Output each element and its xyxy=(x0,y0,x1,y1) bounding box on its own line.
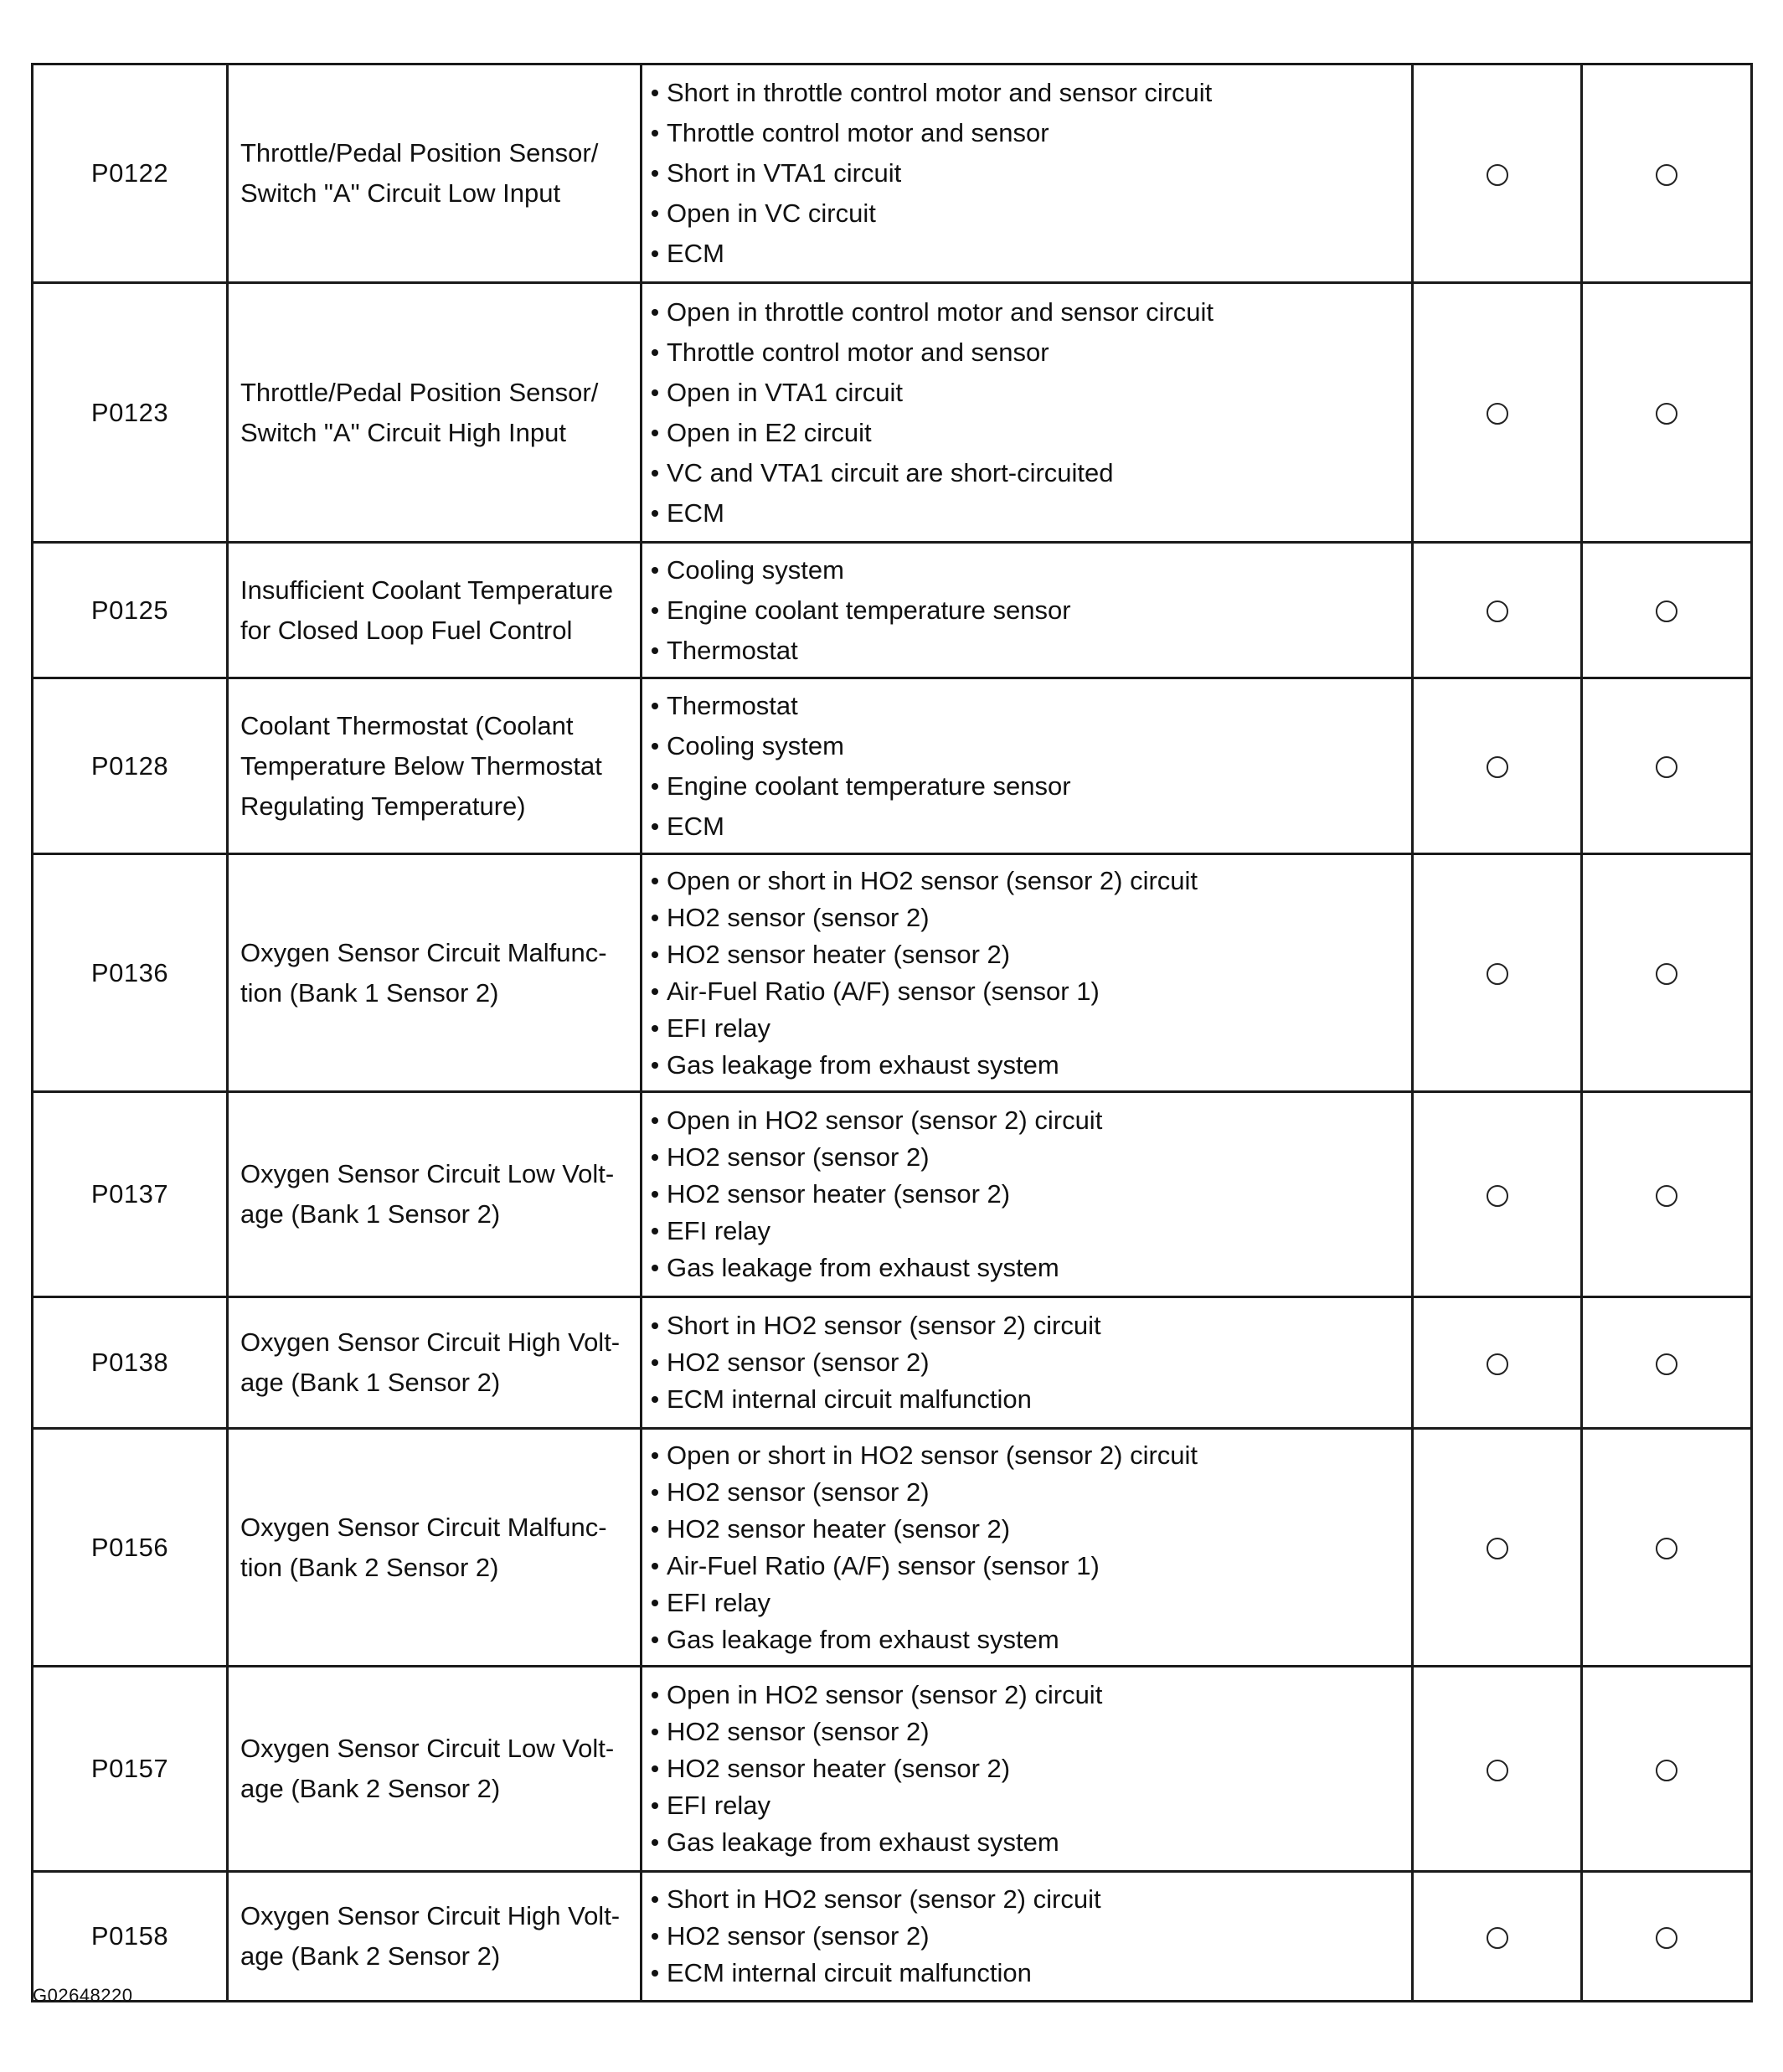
trouble-area-cell xyxy=(642,854,1413,1092)
circle-mark-icon xyxy=(1656,1185,1677,1207)
memory-mark-cell xyxy=(1582,678,1752,854)
circle-mark-icon xyxy=(1656,963,1677,985)
dtc-description-cell: Coolant Thermostat (Coolant Temperature Below Thermostat Regulating Temperature) xyxy=(228,678,642,854)
trouble-area-list xyxy=(650,292,1406,533)
trouble-area-item: VC and VTA1 circuit are short-circuited xyxy=(650,453,1406,493)
trouble-area-item: Air-Fuel Ratio (A/F) sensor (sensor 1) xyxy=(650,1548,1406,1585)
circle-mark-icon xyxy=(1656,1760,1677,1781)
table-row xyxy=(33,1297,1752,1429)
trouble-area-item: Open in E2 circuit xyxy=(650,413,1406,453)
dtc-code-cell: P0136 xyxy=(33,854,228,1092)
trouble-area-item: Thermostat xyxy=(650,686,1406,726)
dtc-description-cell: Throttle/Pedal Position Sensor/ Switch "A" Circuit Low Input xyxy=(228,64,642,283)
dtc-description-cell: Oxygen Sensor Circuit Malfunc- tion (Bank 2 Sensor 2) xyxy=(228,1429,642,1667)
trouble-area-item: Short in HO2 sensor (sensor 2) circuit xyxy=(650,1307,1406,1344)
trouble-area-cell xyxy=(642,1092,1413,1297)
trouble-area-cell xyxy=(642,64,1413,283)
dtc-description-cell: Insufficient Coolant Temperature for Closed Loop Fuel Control xyxy=(228,543,642,678)
trouble-area-item: HO2 sensor heater (sensor 2) xyxy=(650,1176,1406,1213)
trouble-area-item: Open in HO2 sensor (sensor 2) circuit xyxy=(650,1677,1406,1714)
trouble-area-item: EFI relay xyxy=(650,1585,1406,1621)
trouble-area-list xyxy=(650,1307,1406,1418)
trouble-area-item: Air-Fuel Ratio (A/F) sensor (sensor 1) xyxy=(650,973,1406,1010)
trouble-area-item: HO2 sensor (sensor 2) xyxy=(650,1714,1406,1750)
trouble-area-item: Cooling system xyxy=(650,726,1406,766)
trouble-area-item: Engine coolant temperature sensor xyxy=(650,590,1406,631)
table-row xyxy=(33,1429,1752,1667)
dtc-description-cell: Oxygen Sensor Circuit Low Volt- age (Bank 2 Sensor 2) xyxy=(228,1667,642,1872)
memory-mark-cell xyxy=(1582,854,1752,1092)
circle-mark-icon xyxy=(1487,1538,1508,1559)
trouble-area-item: ECM internal circuit malfunction xyxy=(650,1381,1406,1418)
dtc-code-cell: P0122 xyxy=(33,64,228,283)
mil-mark-cell xyxy=(1413,854,1582,1092)
dtc-table xyxy=(31,63,1753,2002)
trouble-area-item: ECM xyxy=(650,234,1406,274)
memory-mark-cell xyxy=(1582,1872,1752,2002)
circle-mark-icon xyxy=(1487,1927,1508,1949)
trouble-area-item: Open in HO2 sensor (sensor 2) circuit xyxy=(650,1102,1406,1139)
trouble-area-item: EFI relay xyxy=(650,1213,1406,1250)
table-row xyxy=(33,64,1752,283)
trouble-area-item: HO2 sensor (sensor 2) xyxy=(650,899,1406,936)
circle-mark-icon xyxy=(1487,403,1508,425)
dtc-code-cell: P0157 xyxy=(33,1667,228,1872)
dtc-code-cell: P0138 xyxy=(33,1297,228,1429)
trouble-area-item: ECM xyxy=(650,807,1406,847)
table-row xyxy=(33,543,1752,678)
circle-mark-icon xyxy=(1656,756,1677,778)
circle-mark-icon xyxy=(1487,164,1508,186)
trouble-area-item: HO2 sensor (sensor 2) xyxy=(650,1474,1406,1511)
trouble-area-item: HO2 sensor heater (sensor 2) xyxy=(650,1750,1406,1787)
dtc-code-cell: P0123 xyxy=(33,283,228,543)
trouble-area-list xyxy=(650,1881,1406,1992)
memory-mark-cell xyxy=(1582,64,1752,283)
trouble-area-item: HO2 sensor (sensor 2) xyxy=(650,1918,1406,1955)
trouble-area-item: Gas leakage from exhaust system xyxy=(650,1047,1406,1084)
circle-mark-icon xyxy=(1487,1760,1508,1781)
trouble-area-item: Cooling system xyxy=(650,550,1406,590)
memory-mark-cell xyxy=(1582,283,1752,543)
memory-mark-cell xyxy=(1582,543,1752,678)
trouble-area-item: Open or short in HO2 sensor (sensor 2) circuit xyxy=(650,863,1406,899)
trouble-area-cell xyxy=(642,283,1413,543)
dtc-description-cell: Oxygen Sensor Circuit High Volt- age (Bank 1 Sensor 2) xyxy=(228,1297,642,1429)
circle-mark-icon xyxy=(1656,1353,1677,1375)
trouble-area-item: ECM internal circuit malfunction xyxy=(650,1955,1406,1992)
dtc-code-cell: P0125 xyxy=(33,543,228,678)
dtc-table-body xyxy=(33,64,1752,2002)
trouble-area-item: Gas leakage from exhaust system xyxy=(650,1824,1406,1861)
dtc-code-cell: P0128 xyxy=(33,678,228,854)
trouble-area-item: ECM xyxy=(650,493,1406,533)
circle-mark-icon xyxy=(1487,963,1508,985)
trouble-area-item: EFI relay xyxy=(650,1787,1406,1824)
trouble-area-cell xyxy=(642,1872,1413,2002)
trouble-area-cell xyxy=(642,678,1413,854)
circle-mark-icon xyxy=(1656,164,1677,186)
trouble-area-item: Open in VC circuit xyxy=(650,193,1406,234)
mil-mark-cell xyxy=(1413,543,1582,678)
trouble-area-item: Engine coolant temperature sensor xyxy=(650,766,1406,807)
trouble-area-item: Throttle control motor and sensor xyxy=(650,332,1406,373)
trouble-area-list xyxy=(650,1677,1406,1861)
mil-mark-cell xyxy=(1413,283,1582,543)
trouble-area-item: Throttle control motor and sensor xyxy=(650,113,1406,153)
mil-mark-cell xyxy=(1413,1667,1582,1872)
dtc-description-cell: Oxygen Sensor Circuit Malfunc- tion (Bank 1 Sensor 2) xyxy=(228,854,642,1092)
trouble-area-item: Short in throttle control motor and sensor circuit xyxy=(650,73,1406,113)
trouble-area-list xyxy=(650,863,1406,1084)
table-row xyxy=(33,854,1752,1092)
circle-mark-icon xyxy=(1656,403,1677,425)
table-row xyxy=(33,1092,1752,1297)
circle-mark-icon xyxy=(1656,1538,1677,1559)
trouble-area-list xyxy=(650,1102,1406,1286)
table-row xyxy=(33,1667,1752,1872)
trouble-area-list xyxy=(650,1437,1406,1658)
circle-mark-icon xyxy=(1487,600,1508,622)
dtc-code-cell: P0137 xyxy=(33,1092,228,1297)
memory-mark-cell xyxy=(1582,1297,1752,1429)
trouble-area-cell xyxy=(642,1667,1413,1872)
circle-mark-icon xyxy=(1656,1927,1677,1949)
mil-mark-cell xyxy=(1413,64,1582,283)
mil-mark-cell xyxy=(1413,1872,1582,2002)
memory-mark-cell xyxy=(1582,1667,1752,1872)
dtc-description-cell: Oxygen Sensor Circuit Low Volt- age (Bank 1 Sensor 2) xyxy=(228,1092,642,1297)
trouble-area-item: Thermostat xyxy=(650,631,1406,671)
trouble-area-list xyxy=(650,550,1406,671)
trouble-area-item: Gas leakage from exhaust system xyxy=(650,1250,1406,1286)
dtc-description-cell: Throttle/Pedal Position Sensor/ Switch "A" Circuit High Input xyxy=(228,283,642,543)
trouble-area-item: Gas leakage from exhaust system xyxy=(650,1621,1406,1658)
circle-mark-icon xyxy=(1656,600,1677,622)
trouble-area-item: Open in throttle control motor and sensor circuit xyxy=(650,292,1406,332)
mil-mark-cell xyxy=(1413,1297,1582,1429)
circle-mark-icon xyxy=(1487,756,1508,778)
memory-mark-cell xyxy=(1582,1429,1752,1667)
circle-mark-icon xyxy=(1487,1185,1508,1207)
trouble-area-cell xyxy=(642,1429,1413,1667)
trouble-area-item: HO2 sensor (sensor 2) xyxy=(650,1139,1406,1176)
trouble-area-item: Short in VTA1 circuit xyxy=(650,153,1406,193)
table-row xyxy=(33,1872,1752,2002)
table-row xyxy=(33,678,1752,854)
trouble-area-cell xyxy=(642,543,1413,678)
table-row xyxy=(33,283,1752,543)
trouble-area-item: HO2 sensor heater (sensor 2) xyxy=(650,1511,1406,1548)
trouble-area-item: Open in VTA1 circuit xyxy=(650,373,1406,413)
trouble-area-item: HO2 sensor heater (sensor 2) xyxy=(650,936,1406,973)
figure-id: G02648220 xyxy=(33,1985,133,2006)
dtc-code-cell: P0158 xyxy=(33,1872,228,2002)
dtc-code-cell: P0156 xyxy=(33,1429,228,1667)
dtc-description-cell: Oxygen Sensor Circuit High Volt- age (Bank 2 Sensor 2) xyxy=(228,1872,642,2002)
trouble-area-item: HO2 sensor (sensor 2) xyxy=(650,1344,1406,1381)
trouble-area-item: EFI relay xyxy=(650,1010,1406,1047)
circle-mark-icon xyxy=(1487,1353,1508,1375)
trouble-area-cell xyxy=(642,1297,1413,1429)
trouble-area-item: Short in HO2 sensor (sensor 2) circuit xyxy=(650,1881,1406,1918)
trouble-area-list xyxy=(650,73,1406,274)
memory-mark-cell xyxy=(1582,1092,1752,1297)
mil-mark-cell xyxy=(1413,678,1582,854)
trouble-area-item: Open or short in HO2 sensor (sensor 2) circuit xyxy=(650,1437,1406,1474)
mil-mark-cell xyxy=(1413,1429,1582,1667)
trouble-area-list xyxy=(650,686,1406,847)
mil-mark-cell xyxy=(1413,1092,1582,1297)
